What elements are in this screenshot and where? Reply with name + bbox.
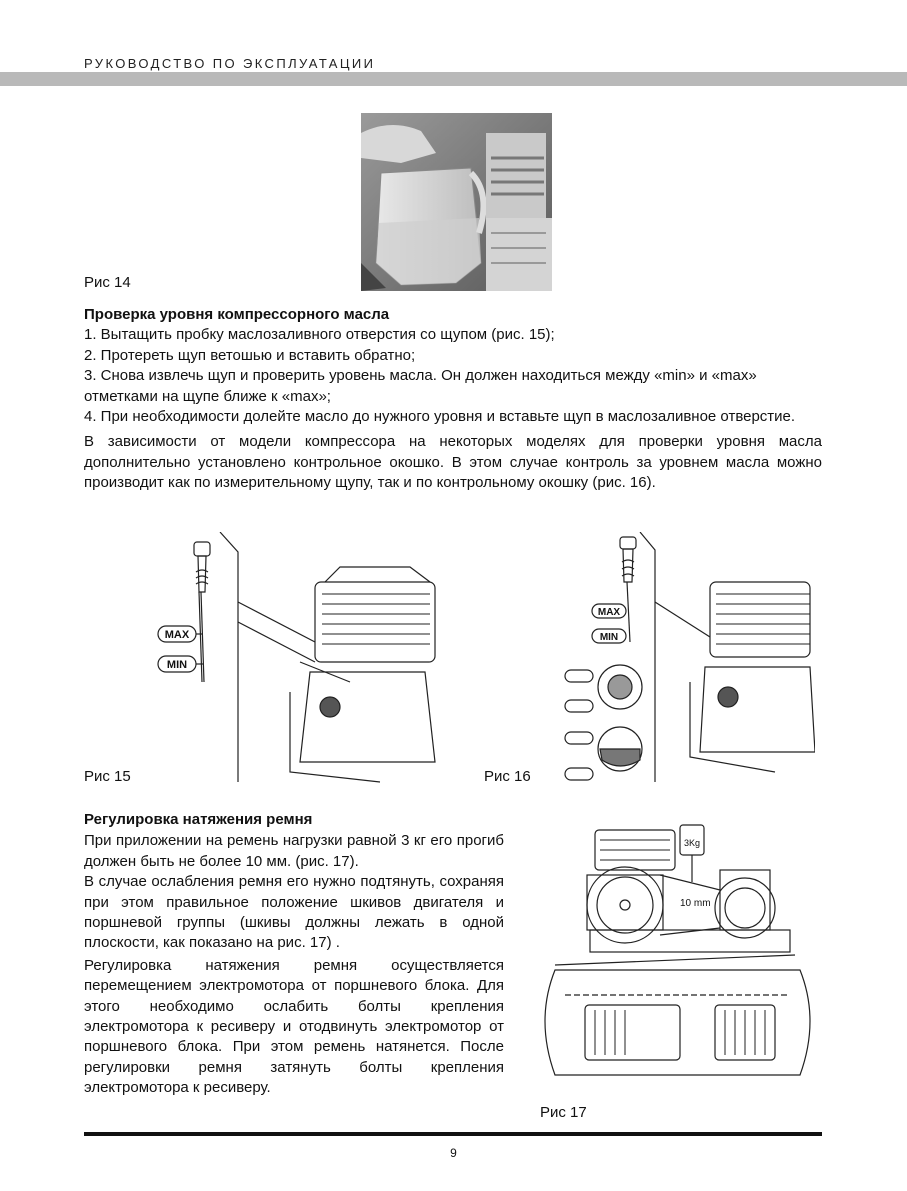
oil-step: 2. Протереть щуп ветошью и вставить обратно; <box>84 346 416 364</box>
belt-paragraph: В случае ослабления ремня его нужно подтянуть, сохраняя при этом правильное положение шкивов двигателя и поршневой группы (шкивы должны лежать в одной плоскости, как показано на рис. 17) . <box>84 873 504 952</box>
page-number: 9 <box>450 1146 457 1160</box>
fig15-dipstick-diagram <box>150 532 440 787</box>
oil-step: 1. Вытащить пробку маслозаливного отверстия со щупом (рис. 15); <box>84 326 555 343</box>
fig16-sight-glass-diagram <box>560 532 815 787</box>
fig14-caption: Рис 14 <box>84 274 131 291</box>
oil-step: 3. Снова извлечь щуп и проверить уровень масла. Он должен находиться между «min» и «max» отметками на щупе ближе к «max»; <box>84 367 757 405</box>
footer-rule <box>84 1132 822 1136</box>
oil-note: В зависимости от модели компрессора на некоторых моделях для проверки уровня масла дополнительно установлено контрольное окошко. В этом случае контроль за уровнем масла можно производит как по измерительному щупу, так и по контрольному окошку (рис. 16). <box>84 432 822 492</box>
belt-section <box>84 810 504 1099</box>
fig17-deflection-label: 10 mm <box>680 898 711 909</box>
fig17-caption: Рис 17 <box>540 1104 587 1121</box>
fig16-max-label: MAX <box>597 607 621 618</box>
belt-paragraph: Регулировка натяжения ремня осуществляется перемещением электромотора от поршневого блока. Для этого необходимо ослабить болты крепления электромотора к ресиверу и отодвинуть электромотор от поршневого блока. При этом ремень натянется. После регулировки ремня затянуть болты крепления электромотора к ресиверу. <box>84 956 504 1097</box>
fig16-caption: Рис 16 <box>484 768 531 785</box>
oil-pouring-photo <box>361 113 552 291</box>
fig17-weight-label: 3Kg <box>683 838 701 848</box>
fig15-max-label: MAX <box>164 629 190 641</box>
fig15-caption: Рис 15 <box>84 768 131 785</box>
oil-level-section <box>84 304 822 494</box>
fig17-belt-diagram <box>535 820 822 1092</box>
oil-section-title: Проверка уровня компрессорного масла <box>84 306 390 323</box>
oil-step: 4. При необходимости долейте масло до нужного уровня и вставьте щуп в маслозаливное отверстие. <box>84 408 796 426</box>
header-title: РУКОВОДСТВО ПО ЭКСПЛУАТАЦИИ <box>84 56 376 71</box>
belt-paragraph: При приложении на ремень нагрузки равной 3 кг его прогиб должен быть не более 10 мм. (рис. 17). <box>84 832 504 870</box>
fig15-min-label: MIN <box>166 659 188 671</box>
fig16-min-label: MIN <box>599 632 619 643</box>
belt-section-title: Регулировка натяжения ремня <box>84 811 313 828</box>
header-bar <box>0 72 907 86</box>
